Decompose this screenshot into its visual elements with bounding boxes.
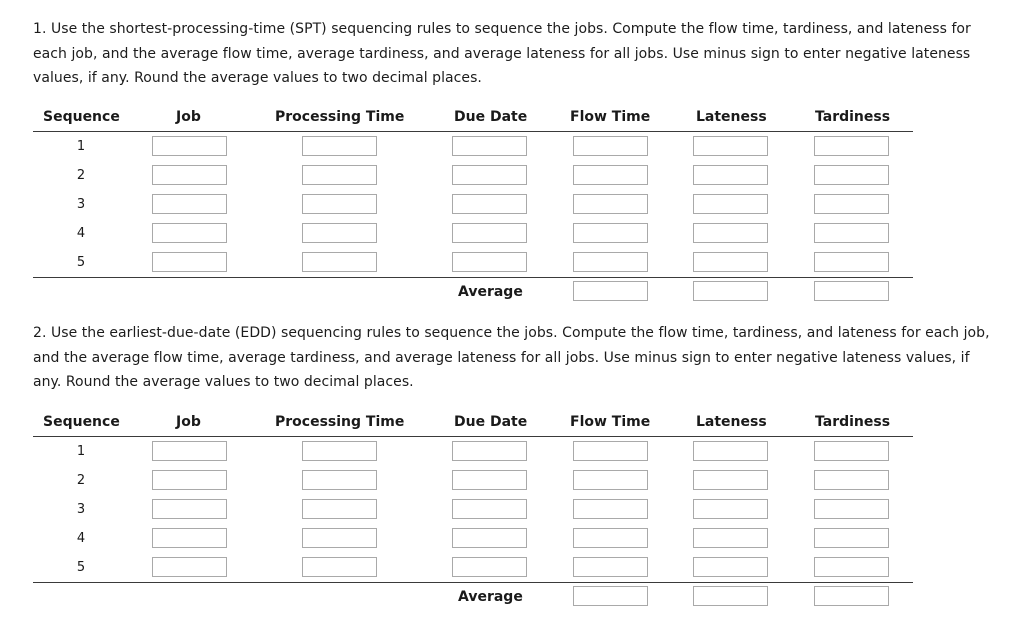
average-lateness-input[interactable] (693, 281, 768, 301)
flow-time-input[interactable] (573, 252, 648, 272)
tardiness-input[interactable] (814, 470, 889, 490)
header-processing-time: Processing Time (275, 109, 405, 125)
lateness-input[interactable] (693, 223, 768, 243)
average-tardiness-input[interactable] (814, 586, 889, 606)
due-date-input[interactable] (452, 499, 527, 519)
job-input[interactable] (152, 194, 227, 214)
due-date-input[interactable] (452, 252, 527, 272)
due-date-input[interactable] (452, 470, 527, 490)
due-date-input[interactable] (452, 136, 527, 156)
flow-time-input[interactable] (573, 499, 648, 519)
header-divider (33, 131, 913, 132)
due-date-input[interactable] (452, 194, 527, 214)
tardiness-input[interactable] (814, 499, 889, 519)
processing-time-input[interactable] (302, 194, 377, 214)
lateness-input[interactable] (693, 136, 768, 156)
lateness-input[interactable] (693, 194, 768, 214)
tardiness-input[interactable] (814, 557, 889, 577)
job-input[interactable] (152, 136, 227, 156)
header-flow-time: Flow Time (570, 414, 651, 430)
tardiness-input[interactable] (814, 223, 889, 243)
due-date-input[interactable] (452, 441, 527, 461)
header-due-date: Due Date (454, 109, 528, 125)
header-flow-time: Flow Time (570, 109, 651, 125)
due-date-input[interactable] (452, 528, 527, 548)
lateness-input[interactable] (693, 441, 768, 461)
processing-time-input[interactable] (302, 441, 377, 461)
footer-divider (33, 582, 913, 583)
tardiness-input[interactable] (814, 136, 889, 156)
sequence-number: 2 (76, 473, 86, 488)
processing-time-input[interactable] (302, 557, 377, 577)
average-label: Average (458, 284, 523, 300)
lateness-input[interactable] (693, 499, 768, 519)
flow-time-input[interactable] (573, 441, 648, 461)
sequence-number: 1 (76, 139, 86, 154)
header-lateness: Lateness (696, 109, 767, 125)
average-lateness-input[interactable] (693, 586, 768, 606)
header-sequence: Sequence (43, 414, 120, 430)
sequence-number: 5 (76, 255, 86, 270)
lateness-input[interactable] (693, 528, 768, 548)
job-input[interactable] (152, 165, 227, 185)
header-lateness: Lateness (696, 414, 767, 430)
question-2-instructions: 2. Use the earliest-due-date (EDD) sequencing rules to sequence the jobs. Compute the flow time, tardiness, and lateness for each job, and the average flow time, average tardiness, and average lateness for all jobs. Use minus sign to enter negative lateness values, if any. Round the average values to two decimal places. (33, 325, 990, 390)
average-flow-time-input[interactable] (573, 586, 648, 606)
job-input[interactable] (152, 252, 227, 272)
lateness-input[interactable] (693, 470, 768, 490)
sequence-number: 2 (76, 168, 86, 183)
sequence-number: 5 (76, 560, 86, 575)
header-tardiness: Tardiness (815, 414, 891, 430)
footer-divider (33, 277, 913, 278)
job-input[interactable] (152, 557, 227, 577)
flow-time-input[interactable] (573, 528, 648, 548)
header-tardiness: Tardiness (815, 109, 891, 125)
flow-time-input[interactable] (573, 165, 648, 185)
processing-time-input[interactable] (302, 223, 377, 243)
header-processing-time: Processing Time (275, 414, 405, 430)
average-flow-time-input[interactable] (573, 281, 648, 301)
job-input[interactable] (152, 470, 227, 490)
job-input[interactable] (152, 528, 227, 548)
processing-time-input[interactable] (302, 470, 377, 490)
job-input[interactable] (152, 499, 227, 519)
header-job: Job (176, 109, 201, 125)
sequence-number: 4 (76, 226, 86, 241)
processing-time-input[interactable] (302, 499, 377, 519)
flow-time-input[interactable] (573, 470, 648, 490)
flow-time-input[interactable] (573, 223, 648, 243)
flow-time-input[interactable] (573, 136, 648, 156)
average-tardiness-input[interactable] (814, 281, 889, 301)
sequence-number: 1 (76, 444, 86, 459)
lateness-input[interactable] (693, 165, 768, 185)
due-date-input[interactable] (452, 223, 527, 243)
question-1-instructions: 1. Use the shortest-processing-time (SPT) sequencing rules to sequence the jobs. Compute the flow time, tardiness, and lateness for each job, and the average flow time, average tardiness, and average lateness for all jobs. Use minus sign to enter negative lateness values, if any. Round the average values to two decimal places. (33, 21, 971, 86)
tardiness-input[interactable] (814, 194, 889, 214)
due-date-input[interactable] (452, 557, 527, 577)
processing-time-input[interactable] (302, 252, 377, 272)
header-due-date: Due Date (454, 414, 528, 430)
job-input[interactable] (152, 223, 227, 243)
job-input[interactable] (152, 441, 227, 461)
lateness-input[interactable] (693, 252, 768, 272)
average-label: Average (458, 589, 523, 605)
sequence-number: 3 (76, 197, 86, 212)
processing-time-input[interactable] (302, 165, 377, 185)
tardiness-input[interactable] (814, 252, 889, 272)
tardiness-input[interactable] (814, 528, 889, 548)
due-date-input[interactable] (452, 165, 527, 185)
processing-time-input[interactable] (302, 136, 377, 156)
header-divider (33, 436, 913, 437)
flow-time-input[interactable] (573, 194, 648, 214)
header-job: Job (176, 414, 201, 430)
flow-time-input[interactable] (573, 557, 648, 577)
sequence-number: 4 (76, 531, 86, 546)
header-sequence: Sequence (43, 109, 120, 125)
tardiness-input[interactable] (814, 165, 889, 185)
sequence-number: 3 (76, 502, 86, 517)
tardiness-input[interactable] (814, 441, 889, 461)
processing-time-input[interactable] (302, 528, 377, 548)
lateness-input[interactable] (693, 557, 768, 577)
